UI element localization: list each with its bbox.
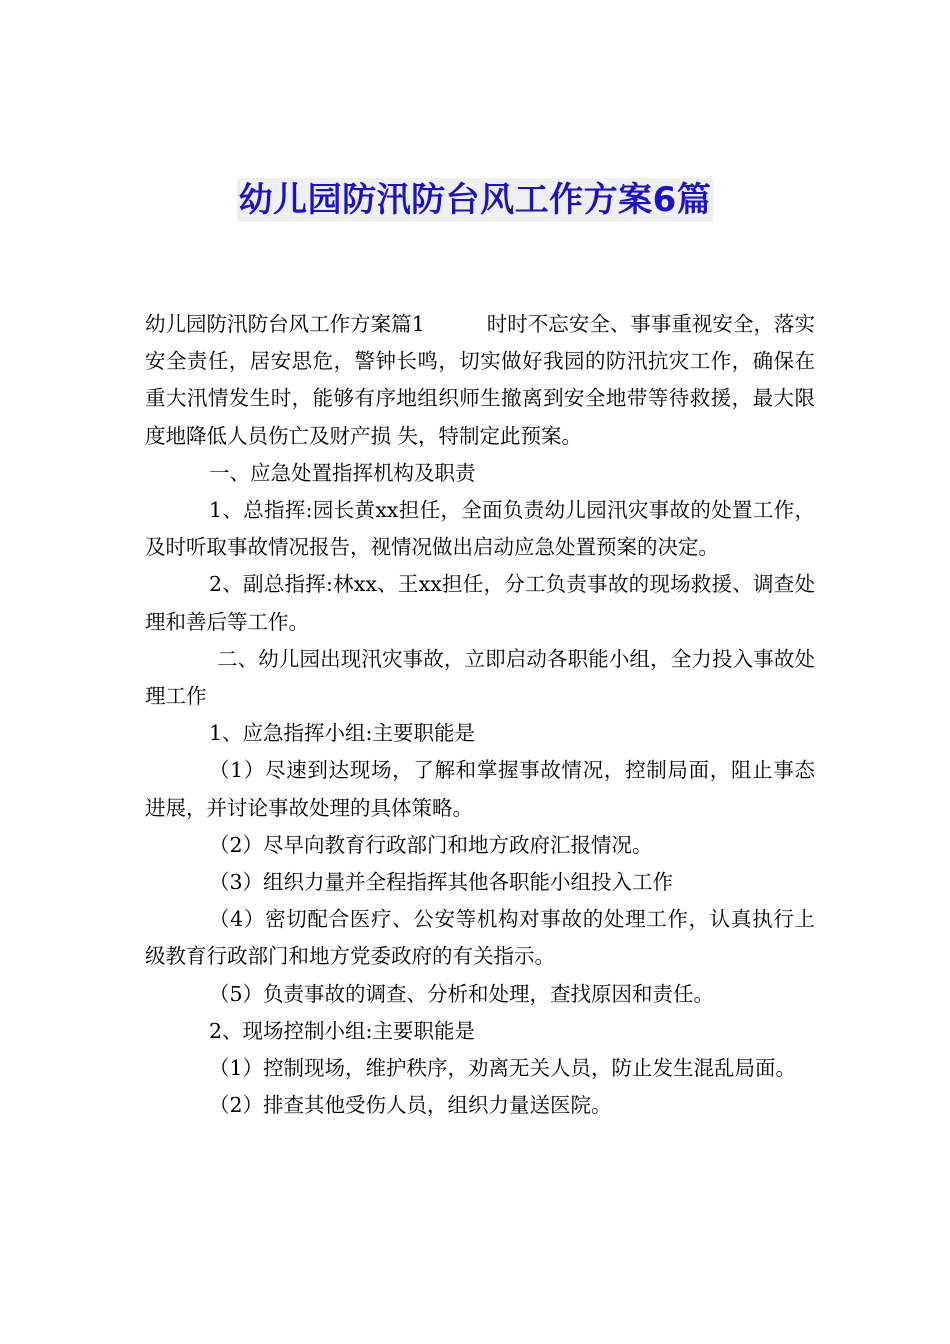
list-item: （1）控制现场，维护秩序，劝离无关人员，防止发生混乱局面。 — [209, 1056, 797, 1081]
paragraph: 2、副总指挥:林xx、王xx担任，分工负责事故的现场救援、调查处理和善后等工作。 — [145, 572, 815, 634]
list-item: （2）尽早向教育行政部门和地方政府汇报情况。 — [209, 832, 653, 857]
title-block — [0, 178, 950, 222]
section-heading: 二、幼儿园出现汛灾事故，立即启动各职能小组，全力投入事故处理工作 — [145, 646, 815, 709]
subsection-heading: 1、应急指挥小组:主要职能是 — [209, 721, 475, 746]
list-item: （4）密切配合医疗、公安等机构对事故的处理工作，认真执行上级教育行政部门和地方党委政府的有关指示。 — [145, 907, 815, 969]
document-title: 幼儿园防汛防台风工作方案6篇 — [238, 180, 712, 220]
intro-text: 时时不忘安全、事事重视安全，落实安全责任，居安思危，警钟长鸣，切实做好我园的防汛抗灾工作，确保在重大汛情发生时，能够有序地组织师生撤离到安全地带等待救援，最大限度地降低人员伤亡及财产损 失，特制定此预案。 — [145, 312, 815, 448]
list-item: （5）负责事故的调查、分析和处理，查找原因和责任。 — [209, 981, 715, 1006]
intro-paragraph — [145, 306, 815, 455]
subsection-heading: 2、现场控制小组:主要职能是 — [209, 1018, 475, 1043]
document-body — [145, 306, 815, 1124]
paragraph: 1、总指挥:园长黄xx担任，全面负责幼儿园汛灾事故的处置工作，及时听取事故情况报告，视情况做出启动应急处置预案的决定。 — [145, 498, 815, 560]
list-item: （1）尽速到达现场，了解和掌握事故情况，控制局面，阻止事态进展，并讨论事故处理的具体策略。 — [145, 758, 815, 820]
section-heading: 一、应急处置指挥机构及职责 — [209, 460, 476, 485]
intro-heading: 幼儿园防汛防台风工作方案篇1 — [145, 312, 425, 336]
list-item: （3）组织力量并全程指挥其他各职能小组投入工作 — [209, 870, 674, 895]
list-item: （2）排查其他受伤人员，组织力量送医院。 — [209, 1093, 612, 1118]
